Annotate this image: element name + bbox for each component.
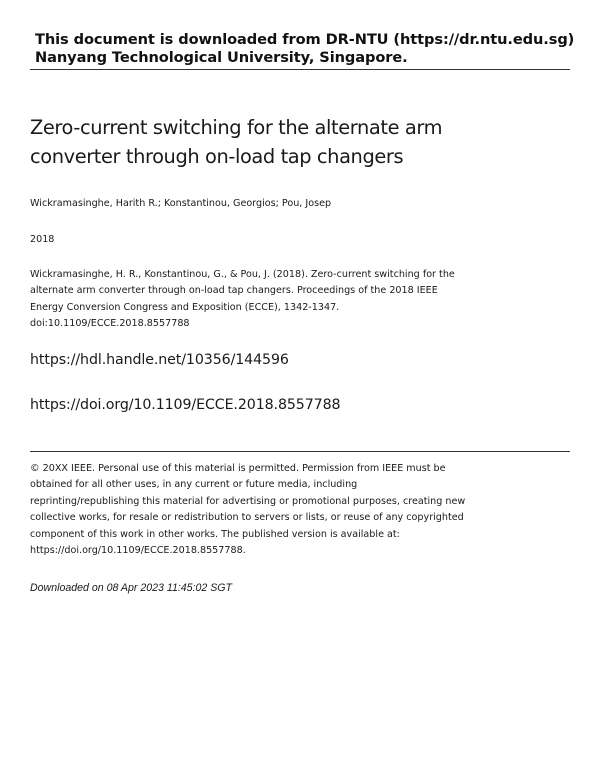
copyright-notice bbox=[30, 461, 575, 559]
copyright-line-6: https://doi.org/10.1109/ECCE.2018.8557788. bbox=[30, 545, 246, 557]
download-timestamp: Downloaded on 08 Apr 2023 11:45:02 SGT bbox=[30, 582, 233, 594]
copyright-line-3: reprinting/republishing this material for advertising or promotional purposes, creating new bbox=[30, 495, 466, 507]
header-divider bbox=[30, 69, 570, 70]
citation-line-2: alternate arm converter through on-load tap changers. Proceedings of the 2018 IEEE bbox=[30, 285, 438, 297]
title-line-2: converter through on-load tap changers bbox=[30, 145, 404, 168]
document-title bbox=[30, 113, 570, 171]
publication-year: 2018 bbox=[30, 234, 55, 245]
copyright-line-2: obtained for all other uses, in any current or future media, including bbox=[30, 479, 358, 491]
citation-line-4: doi:10.1109/ECCE.2018.8557788 bbox=[30, 318, 190, 330]
doi-link[interactable]: https://doi.org/10.1109/ECCE.2018.8557788 bbox=[30, 397, 341, 413]
handle-link[interactable]: https://hdl.handle.net/10356/144596 bbox=[30, 352, 289, 368]
copyright-line-4: collective works, for resale or redistribution to servers or lists, or reuse of any copyrighted bbox=[30, 512, 464, 524]
content-divider bbox=[30, 451, 570, 452]
copyright-line-5: component of this work in other works. The published version is available at: bbox=[30, 528, 400, 540]
copyright-line-1: © 20XX IEEE. Personal use of this material is permitted. Permission from IEEE must be bbox=[30, 463, 446, 474]
header-line-2: Nanyang Technological University, Singapore. bbox=[35, 49, 408, 66]
authors: Wickramasinghe, Harith R.; Konstantinou, Georgios; Pou, Josep bbox=[30, 198, 332, 209]
citation-line-1: Wickramasinghe, H. R., Konstantinou, G., & Pou, J. (2018). Zero-current switching for the bbox=[30, 269, 455, 280]
repository-header bbox=[35, 31, 575, 67]
header-line-1: This document is downloaded from DR-NTU (https://dr.ntu.edu.sg) bbox=[35, 31, 575, 48]
citation-line-3: Energy Conversion Congress and Exposition (ECCE), 1342-1347. bbox=[30, 301, 340, 313]
citation bbox=[30, 267, 575, 333]
title-line-1: Zero-current switching for the alternate arm bbox=[30, 116, 443, 139]
